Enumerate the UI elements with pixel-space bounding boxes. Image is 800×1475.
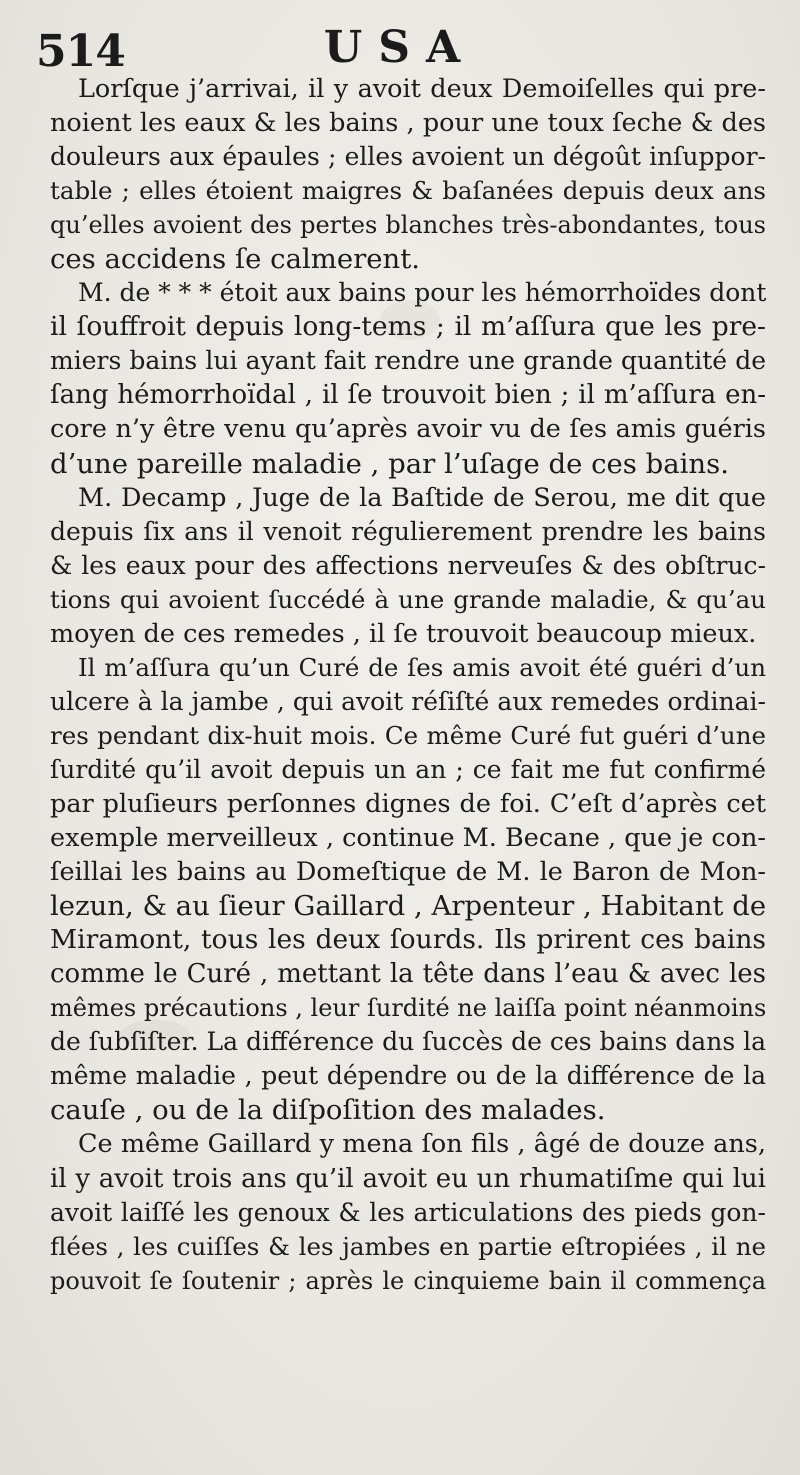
text-line: ces accidens ſe calmerent.	[50, 243, 421, 276]
text-line: de ſubſiſter. La différence du ſuccès de ces bains dans la	[50, 1027, 766, 1057]
text-line: mêmes précautions , leur ſurdité ne laiſſa point néanmoins	[50, 994, 767, 1023]
text-line: miers bains lui ayant fait rendre une grande quantité de	[50, 346, 766, 376]
text-line: noient les eaux & les bains , pour une toux ſeche & des	[50, 108, 766, 139]
text-line: exemple merveilleux , continue M. Becane , que je con-	[50, 823, 766, 854]
text-line: comme le Curé , mettant la tête dans l’eau & avec les	[50, 959, 766, 990]
text-line: douleurs aux épaules ; elles avoient un dégoût inſuppor-	[50, 142, 766, 172]
text-line: depuis ſix ans il venoit régulierement prendre les bains	[50, 516, 766, 546]
text-line: par pluſieurs perſonnes dignes de foi. C’eſt d’après cet	[50, 788, 766, 819]
text-line: table ; elles étoient maigres & baſanées depuis deux ans	[50, 176, 766, 206]
text-line: flées , les cuiſſes & les jambes en partie eſtropiées , il ne	[50, 1231, 766, 1261]
text-line: pouvoit ſe ſoutenir ; après le cinquieme bain il commença	[50, 1266, 766, 1295]
text-line: d’une pareille maladie , par l’uſage de ces bains.	[50, 447, 730, 480]
text-line: lezun, & au ſieur Gaillard , Arpenteur , Habitant de	[50, 890, 767, 923]
text-line: res pendant dix-huit mois. Ce même Curé fut guéri d’une	[50, 720, 766, 750]
text-line: M. de * * * étoit aux bains pour les hémorrhoïdes dont	[78, 278, 767, 308]
text-line: il ſouffroit depuis long-tems ; il m’aſſura que les pre-	[50, 311, 766, 343]
text-line: & les eaux pour des affections nerveuſes & des obſtruc-	[50, 550, 766, 580]
text-line: ulcere à la jambe , qui avoit réſiſté aux remedes ordinai-	[50, 686, 766, 716]
text-line: Lorſque j’arrivai, il y avoit deux Demoiſelles qui pre-	[78, 74, 766, 104]
text-line: ſeillai les bains au Domeſtique de M. le Baron de Mon-	[50, 857, 766, 888]
text-line: ſang hémorrhoïdal , il ſe trouvoit bien ; il m’aſſura en-	[50, 380, 766, 411]
text-line: ſurdité qu’il avoit depuis un an ; ce fait me fut confirmé	[50, 754, 766, 784]
page-number: 514	[36, 26, 125, 77]
text-line: tions qui avoient ſuccédé à une grande maladie, & qu’au	[50, 584, 766, 614]
text-line: Ce même Gaillard y mena ſon fils , âgé de douze ans,	[78, 1129, 766, 1160]
body-text	[50, 72, 766, 1298]
text-line: M. Decamp , Juge de la Baſtide de Serou, me dit que	[78, 482, 766, 513]
text-line: qu’elles avoient des pertes blanches très-abondantes, tous	[50, 211, 766, 240]
text-line: moyen de ces remedes , il ſe trouvoit beaucoup mieux.	[50, 618, 757, 649]
text-line: avoit laiſſé les genoux & les articulations des pieds gon-	[50, 1197, 766, 1227]
running-title: USA	[323, 22, 477, 73]
text-line: il y avoit trois ans qu’il avoit eu un rhumatiſme qui lui	[50, 1163, 766, 1194]
text-line: même maladie , peut dépendre ou de la différence de la	[50, 1061, 766, 1091]
text-line: cauſe , ou de la diſpoſition des malades.	[50, 1094, 606, 1127]
text-line: core n’y être venu qu’après avoir vu de ſes amis guéris	[50, 414, 766, 445]
text-line: Miramont, tous les deux ſourds. Ils prirent ces bains	[50, 924, 766, 956]
text-line: Il m’aſſura qu’un Curé de ſes amis avoit été guéri d’un	[78, 652, 766, 682]
